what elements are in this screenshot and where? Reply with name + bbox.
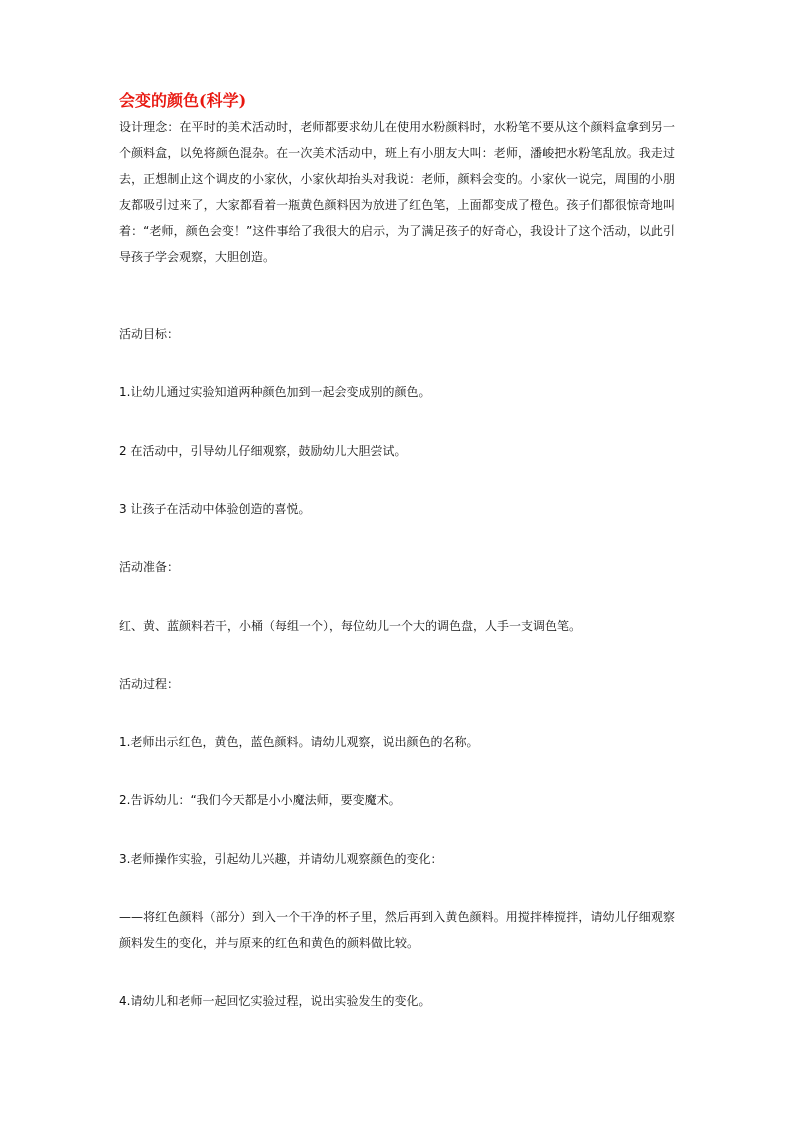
preparation-text: 红、黄、蓝颜料若干，小桶（每组一个），每位幼儿一个大的调色盘，人手一支调色笔。 — [119, 619, 582, 633]
process-step: 2.告诉幼儿：“我们今天都是小小魔法师，要变魔术。 — [119, 793, 401, 807]
goal-item: 1.让幼儿通过实验知道两种颜色加到一起会变成别的颜色。 — [119, 385, 431, 399]
process-step: ——将红色颜料（部分）到入一个干净的杯子里，然后再到入黄色颜料。用搅拌棒搅拌，请幼儿仔细观察颜料发生的变化，并与原来的红色和黄色的颜料做比较。 — [119, 910, 675, 950]
process-step: 1.老师出示红色，黄色，蓝色颜料。请幼儿观察，说出颜色的名称。 — [119, 735, 479, 749]
design-concept-paragraph: 设计理念：在平时的美术活动时，老师都要求幼儿在使用水粉颜料时，水粉笔不要从这个颜料盒拿到另一个颜料盒，以免将颜色混杂。在一次美术活动中，班上有小朋友大叫：老师，潘峻把水粉笔乱放。我走过去，正想制止这个调皮的小家伙，小家伙却抬头对我说：老师，颜料会变的。小家伙一说完，周围的小朋友都吸引过来了，大家都看着一瓶黄色颜料因为放进了红色笔，上面都变成了橙色。孩子们都很惊奇地叫着：“老师，颜色会变！”这件事给了我很大的启示，为了满足孩子的好奇心，我设计了这个活动，以此引导孩子学会观察，大胆创造。 — [119, 120, 675, 264]
document-title: 会变的颜色(科学) — [119, 91, 247, 110]
preparation-heading: 活动准备： — [119, 560, 180, 574]
goal-item: 3 让孩子在活动中体验创造的喜悦。 — [119, 502, 311, 516]
process-heading: 活动过程： — [119, 677, 180, 691]
process-step: 3.老师操作实验，引起幼儿兴趣，并请幼儿观察颜色的变化： — [119, 852, 443, 866]
goal-item: 2 在活动中，引导幼儿仔细观察，鼓励幼儿大胆尝试。 — [119, 444, 407, 458]
document-page — [119, 90, 675, 1008]
process-step: 4.请幼儿和老师一起回忆实验过程，说出实验发生的变化。 — [119, 994, 431, 1008]
goals-heading: 活动目标： — [119, 327, 180, 341]
